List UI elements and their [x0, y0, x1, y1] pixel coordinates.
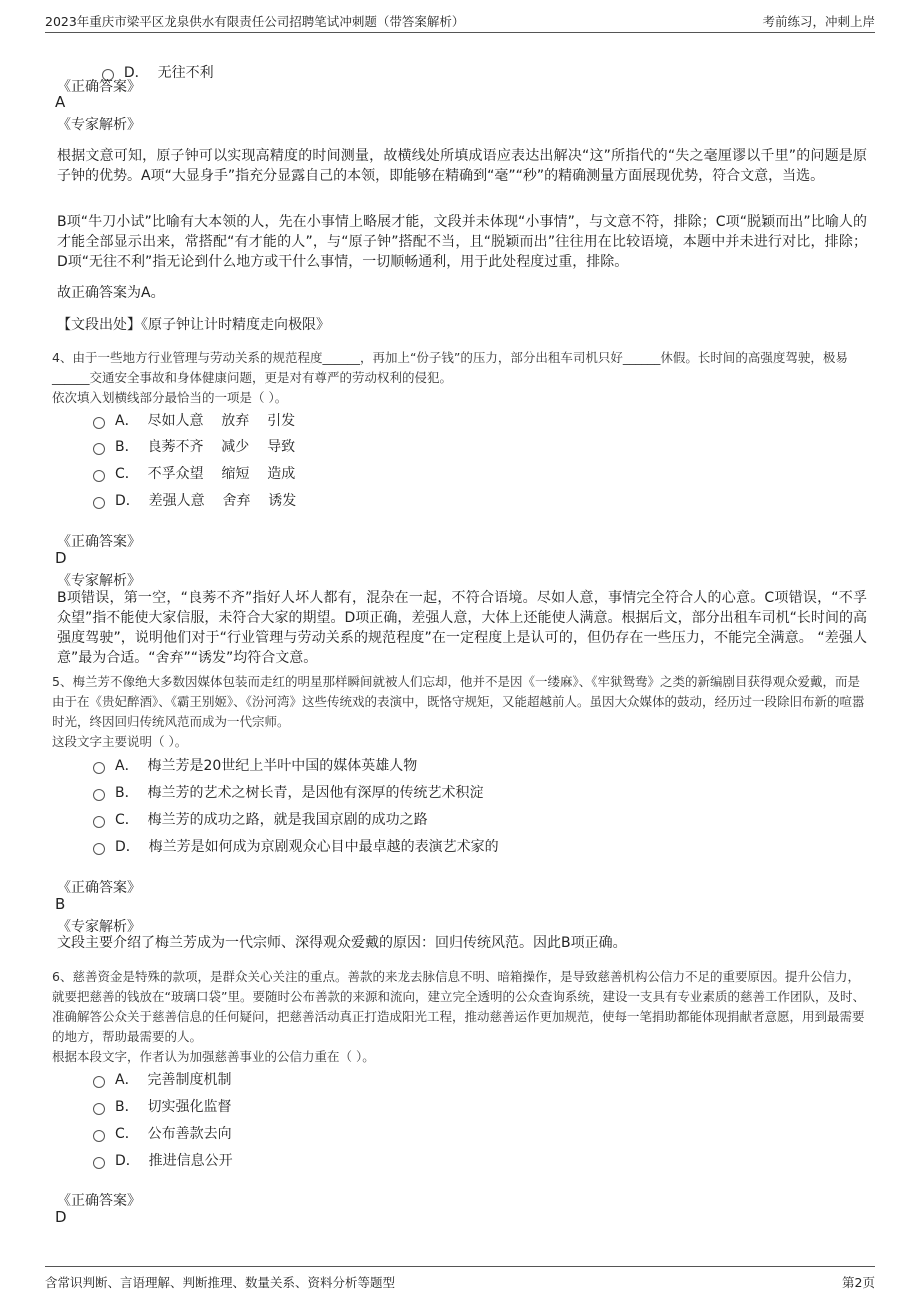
q6-option-c[interactable]: C． 公布善款去向: [93, 1123, 232, 1143]
q5-analysis: 文段主要介绍了梅兰芳成为一代宗师、深得观众爱戴的原因：回归传统风范。因此B项正确。: [57, 935, 627, 951]
radio-icon[interactable]: [93, 417, 105, 429]
radio-icon[interactable]: [93, 1076, 105, 1088]
q5-analysis-label: 《专家解析》: [57, 919, 141, 935]
q5-correct-label: 《正确答案》: [57, 880, 141, 896]
question-4-ask: 依次填入划横线部分最恰当的一项是（ ）。: [52, 390, 288, 405]
radio-icon[interactable]: [93, 789, 105, 801]
q4-analysis-label: 《专家解析》: [57, 573, 141, 589]
correct-answer-label: 《正确答案》: [57, 79, 141, 95]
q5-option-d[interactable]: D． 梅兰芳是如何成为京剧观众心目中最卓越的表演艺术家的: [93, 836, 499, 856]
document-title: 2023年重庆市梁平区龙泉供水有限责任公司招聘笔试冲刺题（带答案解析）: [45, 14, 465, 29]
footer-note: 含常识判断、言语理解、判断推理、数量关系、资料分析等题型: [45, 1275, 396, 1290]
radio-icon[interactable]: [93, 443, 105, 455]
analysis-paragraph-2: B项“牛刀小试”比喻有大本领的人，先在小事情上略展才能，文段并未体现“小事情”，与文意不符，排除；C项“脱颖而出”比喻人的才能全部显示出来，常搭配“有才能的人”，与“原子钟”搭配不当，且“脱颖而出”往往用在比较语境，本题中并未进行对比，排除；D项“无往不利”指无论到什么地方或干什么事情，一切顺畅通利，用于此处程度过重，排除。: [57, 214, 867, 270]
radio-icon[interactable]: [93, 1157, 105, 1169]
analysis-paragraph-1: 根据文意可知，原子钟可以实现高精度的时间测量，故横线处所填成语应表达出解决“这”所指代的“失之毫厘谬以千里”的问题是原子钟的优势。A项“大显身手”指充分显露自己的本领，即能够在精确到“毫”“秒”的精确测量方面展现优势，符合文意，当选。: [57, 148, 867, 184]
page-header: [45, 10, 875, 33]
option-d[interactable]: D． 无往不利: [93, 46, 214, 82]
q5-option-b[interactable]: B． 梅兰芳的艺术之树长青，是因他有深厚的传统艺术积淀: [93, 782, 484, 802]
question-4-text: 4、由于一些地方行业管理与劳动关系的规范程度______，再加上“份子钱”的压力，部分出租车司机只好______休假。长时间的高强度驾驶，极易______交通安全事故和身体健康问题，更是对有尊严的劳动权利的侵犯。 依次填入划横线部分最恰当的一项是（ ）。: [52, 348, 867, 408]
question-5-text: 5、梅兰芳不像绝大多数因媒体包装而走红的明星那样瞬间就被人们忘却，他并不是因《一缕麻》、《牢狱鸳鸯》之类的新编剧目获得观众爱戴，而是由于在《贵妃醉酒》、《霸王别姬》、《汾河湾》这些传统戏的表演中，既恪守规矩，又能超越前人。虽因大众媒体的鼓动，经历过一段除旧布新的喧嚣时光，终因回归传统风范而成为一代宗师。 这段文字主要说明（ ）。: [52, 672, 867, 752]
q5-option-c[interactable]: C． 梅兰芳的成功之路，就是我国京剧的成功之路: [93, 809, 428, 829]
q4-correct-answer: D: [55, 549, 67, 567]
radio-icon[interactable]: [93, 816, 105, 828]
q5-correct-answer: B: [55, 895, 66, 913]
q6-correct-answer: D: [55, 1208, 67, 1226]
q4-option-b[interactable]: B． 良莠不齐 减少 导致: [93, 436, 295, 456]
page-footer: [45, 1266, 875, 1297]
q4-correct-label: 《正确答案》: [57, 534, 141, 550]
question-6-text: 6、慈善资金是特殊的款项，是群众关心关注的重点。善款的来龙去脉信息不明、暗箱操作，是导致慈善机构公信力不足的重要原因。提升公信力，就要把慈善的钱放在“玻璃口袋”里。要随时公布善款的来源和流向，建立完全透明的公众查询系统，建设一支具有专业素质的慈善工作团队，及时、准确解答公众关于慈善信息的任何疑问，把慈善活动真正打造成阳光工程，推动慈善运作更加规范，使每一笔捐助都能体现捐献者意愿，用到最需要的地方，帮助最需要的人。 根据本段文字，作者认为加强慈善事业的公信力重在（ ）。: [52, 967, 867, 1067]
q4-option-d[interactable]: D． 差强人意 舍弃 诱发: [93, 490, 296, 510]
radio-icon[interactable]: [93, 497, 105, 509]
q6-option-d[interactable]: D． 推进信息公开: [93, 1150, 233, 1170]
radio-icon[interactable]: [93, 1103, 105, 1115]
q6-option-a[interactable]: A． 完善制度机制: [93, 1069, 231, 1089]
q4-option-c[interactable]: C． 不孚众望 缩短 造成: [93, 463, 295, 483]
text-source: 【文段出处】《原子钟让计时精度走向极限》: [57, 317, 330, 333]
q4-option-a[interactable]: A． 尽如人意 放弃 引发: [93, 410, 295, 430]
q5-option-a[interactable]: A． 梅兰芳是20世纪上半叶中国的媒体英雄人物: [93, 755, 417, 775]
radio-icon[interactable]: [93, 1130, 105, 1142]
q4-analysis: B项错误，第一空，“良莠不齐”指好人坏人都有，混杂在一起，不符合语境。尽如人意，事情完全符合人的心意。C项错误，“不孚众望”指不能使大家信服，未符合大家的期望。D项正确，差强人意，大体上还能使人满意。根据后文，部分出租车司机“长时间的高强度驾驶”，说明他们对于“行业管理与劳动关系的规范程度”在一定程度上是认可的，但仍存在一些压力，不能完全满意。 “差强人意”最为合适。“舍弃”“诱发”均符合文意。: [57, 590, 867, 666]
radio-icon[interactable]: [93, 470, 105, 482]
radio-icon[interactable]: [93, 843, 105, 855]
q6-correct-label: 《正确答案》: [57, 1193, 141, 1209]
header-slogan: 考前练习，冲刺上岸: [762, 14, 875, 29]
analysis-label: 《专家解析》: [57, 117, 141, 133]
page-number: 第2页: [842, 1275, 875, 1290]
question-5-ask: 这段文字主要说明（ ）。: [52, 734, 188, 749]
q6-option-b[interactable]: B． 切实强化监督: [93, 1096, 232, 1116]
question-6-ask: 根据本段文字，作者认为加强慈善事业的公信力重在（ ）。: [52, 1049, 375, 1064]
radio-icon[interactable]: [93, 762, 105, 774]
analysis-paragraph-3: 故正确答案为A。: [57, 285, 165, 301]
correct-answer: A: [55, 93, 66, 111]
